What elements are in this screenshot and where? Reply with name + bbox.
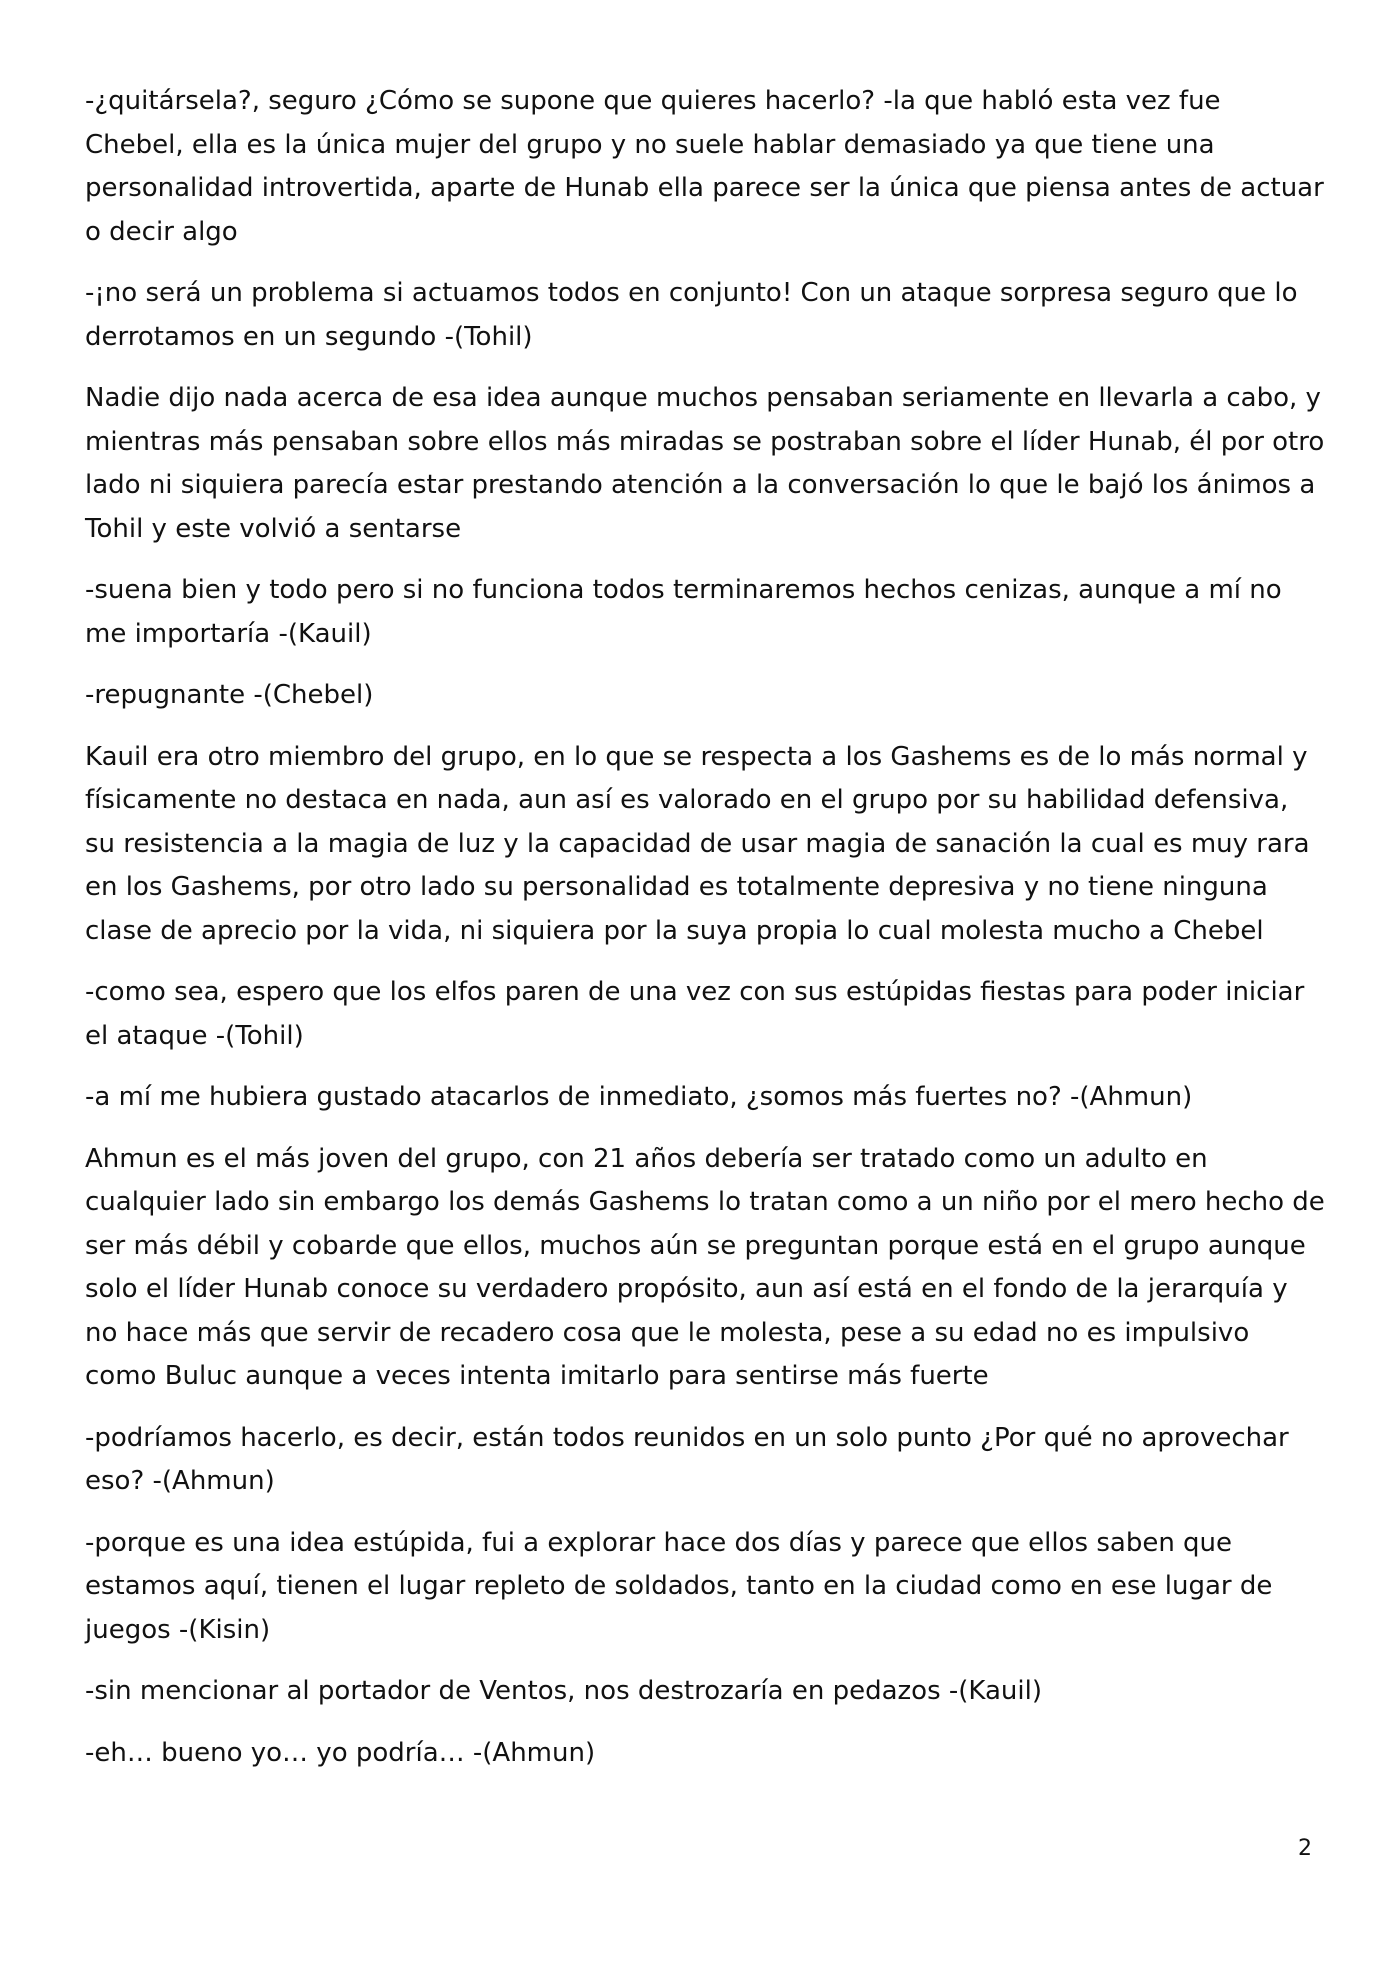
paragraph: Ahmun es el más joven del grupo, con 21 años debería ser tratado como un adulto en cualquier lado sin embargo los demás Gashems lo tratan como a un niño por el mero hecho de ser más débil y cobarde que ellos, muchos aún se preguntan porque está en el grupo aunque solo el líder Hunab conoce su verdadero propósito, aun así está en el fondo de la jerarquía y no hace más que servir de recadero cosa que le molesta, pese a su edad no es impulsivo como Buluc aunque a veces intenta imitarlo para sentirse más fuerte [85,1143,1325,1391]
paragraph: -¡no será un problema si actuamos todos en conjunto! Con un ataque sorpresa seguro que lo derrotamos en un segundo -(Tohil) [85,278,1298,352]
paragraph: Nadie dijo nada acerca de esa idea aunque muchos pensaban seriamente en llevarla a cabo, y mientras más pensaban sobre ellos más miradas se postraban sobre el líder Hunab, él por otro lado ni siquiera parecía estar prestando atención a la conversación lo que le bajó los ánimos a Tohil y este volvió a sentarse [85,383,1325,544]
paragraph: -¿quitársela?, seguro ¿Cómo se supone que quieres hacerlo? -la que habló esta vez fue Chebel, ella es la única mujer del grupo y no suele hablar demasiado ya que tiene una personalidad introvertida, aparte de Hunab ella parece ser la única que piensa antes de actuar o decir algo [85,86,1324,247]
document-page [85,80,1325,1793]
paragraph: -porque es una idea estúpida, fui a explorar hace dos días y parece que ellos saben que estamos aquí, tienen el lugar repleto de soldados, tanto en la ciudad como en ese lugar de juegos -(Kisin) [85,1527,1273,1645]
paragraph: -sin mencionar al portador de Ventos, nos destrozaría en pedazos -(Kauil) [85,1676,1042,1706]
paragraph: -repugnante -(Chebel) [85,680,374,710]
paragraph: -como sea, espero que los elfos paren de una vez con sus estúpidas fiestas para poder iniciar el ataque -(Tohil) [85,977,1305,1051]
paragraph: Kauil era otro miembro del grupo, en lo que se respecta a los Gashems es de lo más normal y físicamente no destaca en nada, aun así es valorado en el grupo por su habilidad defensiva, su resistencia a la magia de luz y la capacidad de usar magia de sanación la cual es muy rara en los Gashems, por otro lado su personalidad es totalmente depresiva y no tiene ninguna clase de aprecio por la vida, ni siquiera por la suya propia lo cual molesta mucho a Chebel [85,741,1310,946]
paragraph: -eh… bueno yo… yo podría… -(Ahmun) [85,1737,596,1768]
page-number: 2 [1298,1836,1312,1861]
paragraph: -suena bien y todo pero si no funciona todos terminaremos hechos cenizas, aunque a mí no me importaría -(Kauil) [85,575,1282,649]
paragraph: -a mí me hubiera gustado atacarlos de inmediato, ¿somos más fuertes no? -(Ahmun) [85,1082,1193,1112]
paragraph: -podríamos hacerlo, es decir, están todos reunidos en un solo punto ¿Por qué no aprovechar eso? -(Ahmun) [85,1422,1289,1496]
